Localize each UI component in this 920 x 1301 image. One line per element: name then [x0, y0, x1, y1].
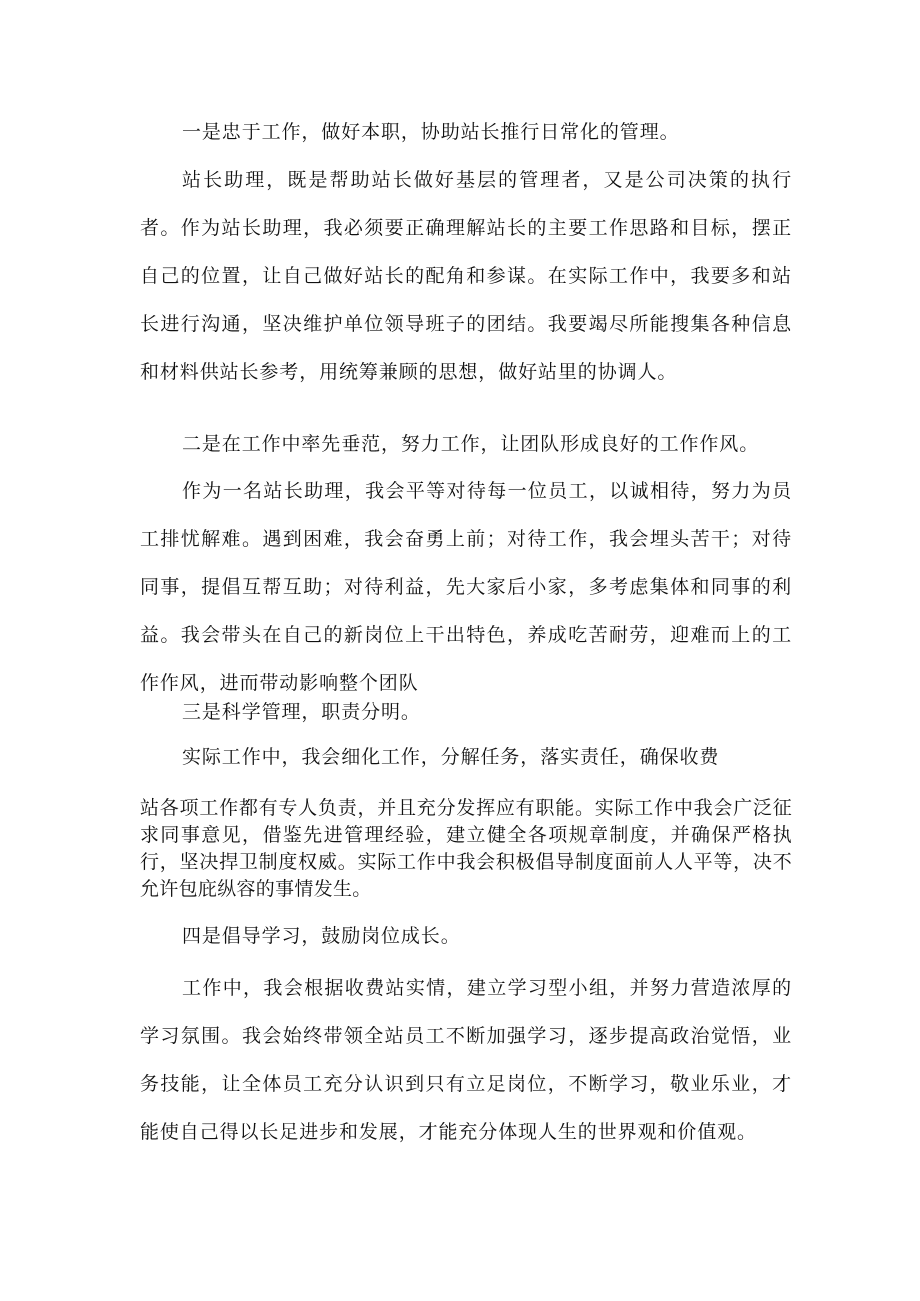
paragraph-heading-2: 二是在工作中率先垂范，努力工作，让团队形成良好的工作作风。 [182, 433, 760, 455]
paragraph-body-4: 工作中，我会根据收费站实情，建立学习型小组，并努力营造浓厚的学习氛围。我会始终带领全站员工不断加强学习，逐步提高政治觉悟，业务技能，让全体员工充分认识到只有立足岗位，不断学习，敬业乐业，才能使自己得以长足进步和发展，才能充分体现人生的世界观和价值观。 [140, 977, 792, 1143]
paragraph-body-1: 站长助理，既是帮助站长做好基层的管理者，又是公司决策的执行者。作为站长助理，我必须要正确理解站长的主要工作思路和目标，摆正自己的位置，让自己做好站长的配角和参谋。在实际工作中，我要多和站长进行沟通，坚决维护单位领导班子的团结。我要竭尽所能搜集各种信息和材料供站长参考，用统筹兼顾的思想，做好站里的协调人。 [140, 169, 792, 383]
paragraph-heading-1: 一是忠于工作，做好本职，协助站长推行日常化的管理。 [182, 121, 680, 143]
paragraph-heading-3: 三是科学管理，职责分明。 [182, 701, 421, 723]
paragraph-body-3b: 站各项工作都有专人负责，并且充分发挥应有职能。实际工作中我会广泛征求同事意见，借鉴先进管理经验，建立健全各项规章制度，并确保严格执行，坚决捍卫制度权威。实际工作中我会积极倡导制度面前人人平等，决不允许包庇纵容的事情发生。 [140, 797, 792, 900]
paragraph-body-2: 作为一名站长助理，我会平等对待每一位员工，以诚相待，努力为员工排忧解难。遇到困难，我会奋勇上前；对待工作，我会埋头苦干；对待同事，提倡互帮互助；对待利益，先大家后小家，多考虑集体和同事的利益。我会带头在自己的新岗位上干出特色，养成吃苦耐劳，迎难而上的工作作风，进而带动影响整个团队 [140, 480, 792, 694]
paragraph-body-3a: 实际工作中，我会细化工作，分解任务，落实责任，确保收费 [182, 746, 720, 768]
paragraph-heading-4: 四是倡导学习，鼓励岗位成长。 [182, 925, 461, 947]
